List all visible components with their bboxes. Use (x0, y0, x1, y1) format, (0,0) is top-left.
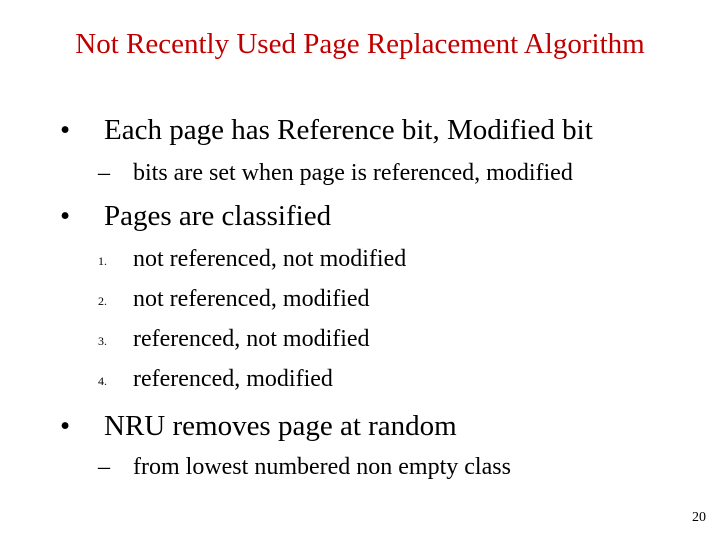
item-number: 3. (98, 334, 107, 348)
numbered-item-1 (98, 246, 658, 276)
sub-bullet-text: from lowest numbered non empty class (133, 454, 511, 480)
bullet-3 (60, 410, 700, 446)
page-number: 20 (692, 510, 706, 525)
sub-bullet-3 (98, 454, 698, 484)
item-number: 2. (98, 294, 107, 308)
numbered-item-4 (98, 366, 658, 396)
bullet-marker: • (60, 410, 71, 442)
dash-marker: – (98, 160, 110, 186)
bullet-1 (60, 114, 700, 150)
bullet-2 (60, 200, 700, 236)
item-text: not referenced, modified (133, 286, 370, 312)
item-text: not referenced, not modified (133, 246, 407, 272)
item-text: referenced, not modified (133, 326, 370, 352)
bullet-marker: • (60, 114, 71, 146)
dash-marker: – (98, 454, 110, 480)
bullet-marker: • (60, 200, 71, 232)
bullet-text: NRU removes page at random (104, 410, 457, 442)
numbered-item-2 (98, 286, 658, 316)
slide-title: Not Recently Used Page Replacement Algorithm (75, 28, 645, 60)
sub-bullet-1 (98, 160, 698, 190)
bullet-text: Each page has Reference bit, Modified bit (104, 114, 593, 146)
numbered-item-3 (98, 326, 658, 356)
bullet-text: Pages are classified (104, 200, 332, 232)
item-number: 1. (98, 254, 107, 268)
sub-bullet-text: bits are set when page is referenced, modified (133, 160, 573, 186)
item-text: referenced, modified (133, 366, 333, 392)
item-number: 4. (98, 374, 107, 388)
